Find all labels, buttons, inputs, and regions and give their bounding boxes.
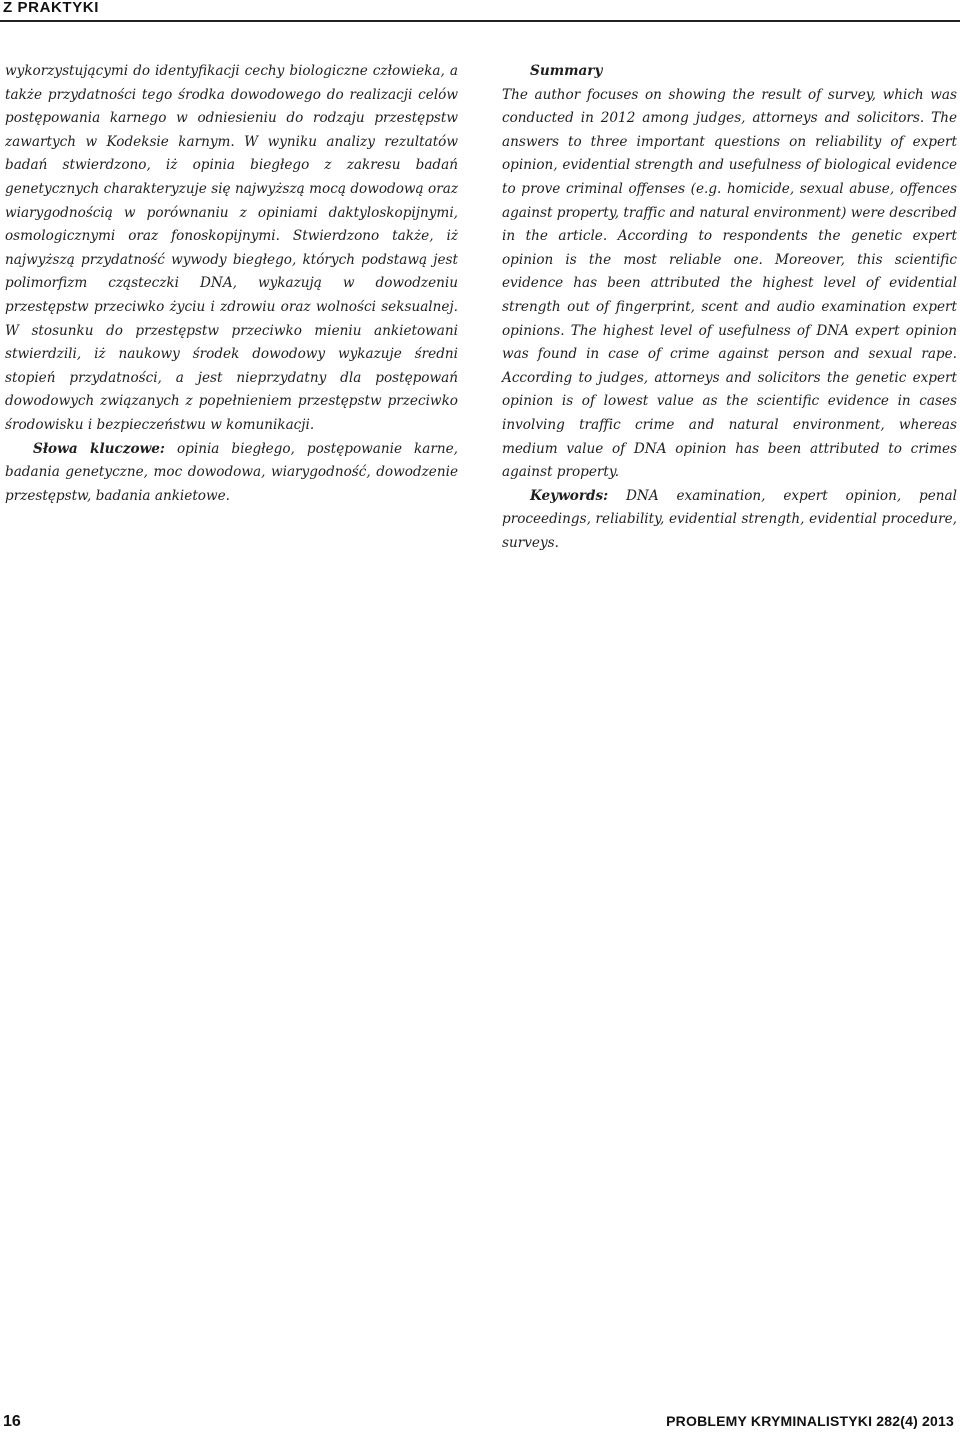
summary-heading: Summary [530, 63, 603, 79]
keywords-label: Słowa kluczowe: [33, 440, 165, 457]
section-label: Z PRAKTYKI [3, 0, 99, 16]
summary-body: The author focuses on showing the result of survey, which was conducted in 2012 among judges, attorneys and solicitors. The answers to three important questions on reliability of expert opinion, evidential strength and usefulness of biological evidence to prove criminal offenses (e.g. homicide, sexual abuse, offences against property, traffic and natural environment) were described in the article. According to respondents the genetic expert opinion is the most reliable one. Moreover, this scientific evidence has been attributed the highest level of evidential strength out of fingerprint, scent and audio examination expert opinions. The highest level of usefulness of DNA expert opinion was found in case of crime against person and sexual rape. According to judges, attorneys and solicitors the genetic expert opinion is of lowest value as the scientific evidence in cases involving traffic crime and natural environment, whereas medium value of DNA opinion has been attributed to crimes against property. [502, 86, 957, 481]
keywords-text: opinia biegłego, postępowanie karne, badania genetyczne, moc dowodowa, wiarygodność, dowodzenie przestępstw, badania ankietowe. [5, 440, 458, 504]
abstract-body: wykorzystującymi do identyfikacji cechy biologiczne człowieka, a także przydatności tego środka dowodowego do realizacji celów postępowania karnego w odniesieniu do rodzaju przestępstw zawartych w Kodeksie karnym. W wyniku analizy rezultatów badań stwierdzono, iż opinia biegłego z zakresu badań genetycznych charakteryzuje się najwyższą mocą dowodową oraz wiarygodnością w porównaniu z opiniami daktyloskopijnymi, osmologicznymi oraz fonoskopijnymi. Stwierdzono także, iż najwyższą przydatność wywody biegłego, których podstawą jest polimorfizm cząsteczki DNA, wykazują w dowodzeniu przestępstw przeciwko życiu i zdrowiu oraz wolności seksualnej. W stosunku do przestępstw przeciwko mieniu ankietowani stwierdzili, iż naukowy środek dowodowy wykazuje średni stopień przydatności, a jest nieprzydatny dla postępowań dowodowych związanych z popełnieniem przestępstw przeciwko środowisku i bezpieczeństwu w komunikacji. [5, 63, 458, 433]
keywords-paragraph-en [502, 485, 957, 556]
polish-abstract-column [5, 60, 458, 508]
page-number: 16 [3, 1413, 21, 1430]
journal-title: PROBLEMY KRYMINALISTYKI 282(4) 2013 [666, 1413, 954, 1429]
section-header [0, 0, 960, 22]
keywords-text-en: DNA examination, expert opinion, penal proceedings, reliability, evidential strength, evidential procedure, surveys. [502, 487, 957, 551]
keywords-paragraph [5, 438, 458, 509]
keywords-label-en: Keywords: [530, 487, 609, 504]
english-summary-column [502, 60, 957, 555]
